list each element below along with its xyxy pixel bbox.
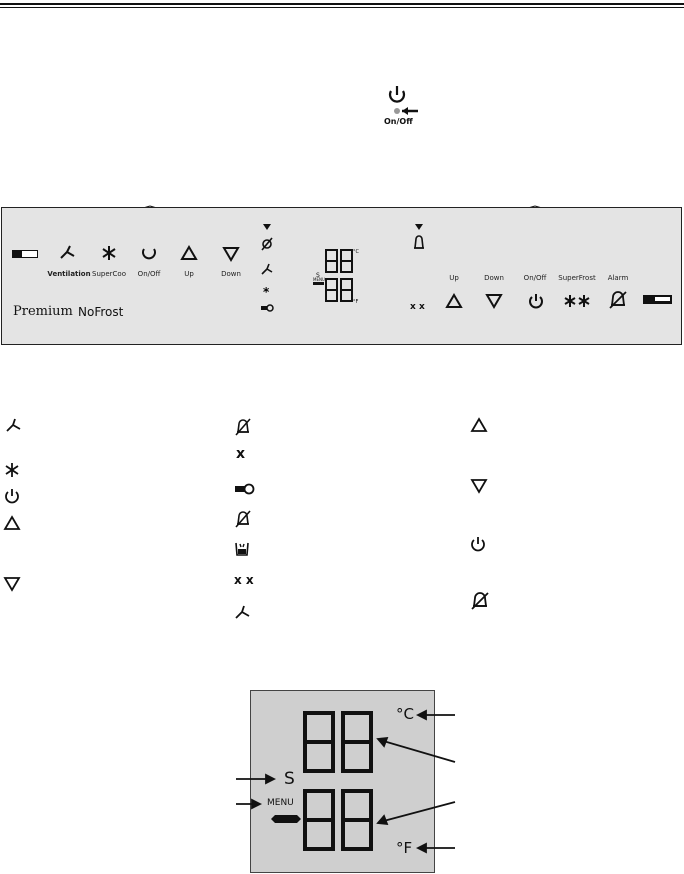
control-panel [1, 207, 682, 345]
freezer-power-icon[interactable] [527, 292, 545, 310]
header-rule-bottom [0, 7, 684, 8]
freezer-up-icon[interactable] [445, 293, 463, 309]
double-x-indicator: x x [410, 302, 425, 312]
fridge-up-icon[interactable] [180, 245, 198, 261]
freezer-indicator-icon [643, 295, 672, 304]
legend-double-x: x x [234, 573, 254, 587]
alarm-off-icon[interactable] [608, 290, 628, 310]
legend-freezer-up-icon [470, 417, 488, 433]
legend-key-icon [234, 482, 256, 496]
label-supercool: SuperCoo [92, 270, 126, 278]
legend-down-icon [3, 576, 21, 592]
fridge-down-icon[interactable] [222, 246, 240, 262]
small-menu-label: MENU [313, 277, 325, 282]
superfrost-icon[interactable] [563, 294, 591, 308]
display-arrows [230, 700, 460, 860]
label-freezer-up: Up [449, 274, 459, 282]
fridge-indicator-icon [12, 250, 38, 258]
supercool-icon[interactable] [100, 244, 118, 262]
legend-alarm-icon [234, 510, 252, 528]
header-rule-top [0, 3, 684, 5]
onoff-illustration [378, 82, 438, 132]
legend-power-icon [4, 488, 20, 504]
brand-model: NoFrost [78, 305, 124, 319]
ventilation-icon[interactable] [57, 244, 77, 262]
large-menu-label: MENU [267, 798, 294, 808]
legend-alarm-off-icon [234, 418, 252, 436]
legend-water-icon [234, 541, 250, 557]
legend-supercool-icon [4, 462, 20, 478]
large-unit-f: °F [396, 839, 413, 857]
label-fridge-up: Up [184, 270, 194, 278]
fridge-onoff-icon[interactable] [141, 245, 157, 261]
svg-text:*: * [263, 285, 270, 299]
small-display [312, 244, 358, 310]
label-fridge-onoff: On/Off [137, 270, 161, 278]
small-unit-f: °F [353, 299, 359, 305]
brand-name: Premium [13, 304, 73, 319]
legend-ventilation-icon-2 [234, 604, 254, 624]
label-superfrost: SuperFrost [558, 274, 596, 282]
large-unit-c: °C [396, 705, 414, 723]
legend-ventilation-icon [4, 416, 24, 436]
small-unit-c: °C [353, 249, 359, 255]
small-s-label: S [316, 272, 320, 279]
label-fridge-down: Down [221, 270, 241, 278]
label-freezer-down: Down [484, 274, 504, 282]
onoff-caption: On/Off [384, 117, 413, 126]
legend-single-x: x [236, 446, 246, 462]
legend-up-icon [3, 515, 21, 531]
legend-freezer-down-icon [470, 478, 488, 494]
legend-freezer-power-icon [470, 536, 486, 552]
label-freezer-onoff: On/Off [523, 274, 547, 282]
freezer-down-icon[interactable] [485, 293, 503, 309]
label-ventilation: Ventilation [47, 270, 91, 278]
legend-freezer-alarm-icon [470, 591, 490, 611]
status-icons-column [260, 222, 274, 314]
label-alarm: Alarm [607, 274, 629, 282]
bell-indicator-icon [412, 222, 426, 258]
large-s-label: S [284, 769, 295, 789]
